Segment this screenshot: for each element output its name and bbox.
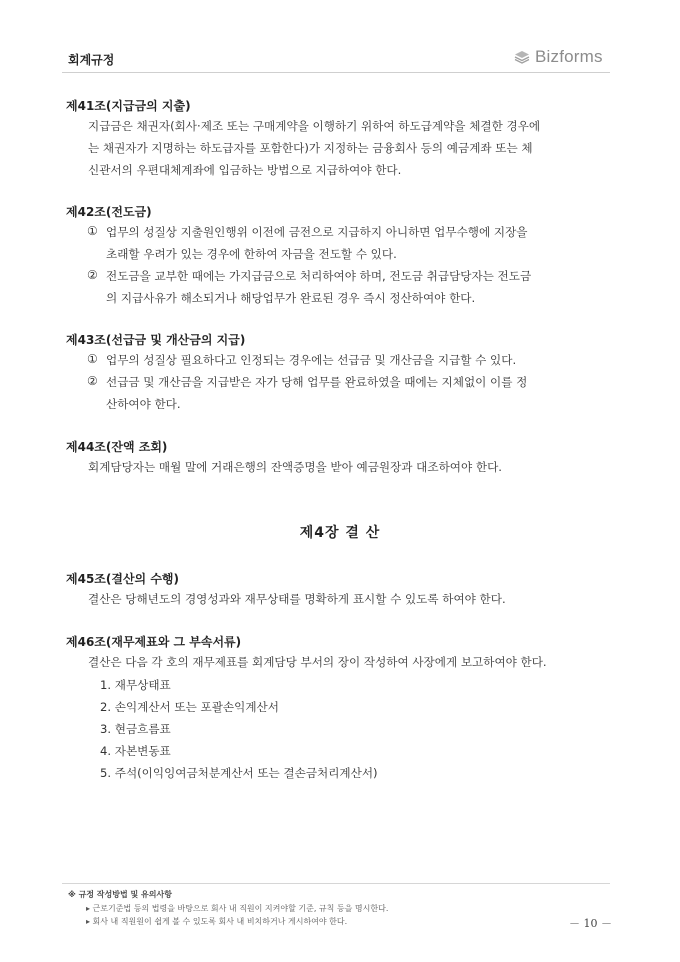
article-43-item-line: 업무의 성질상 필요하다고 인정되는 경우에는 선급금 및 개산금을 지급할 수 있다. (106, 353, 517, 367)
article-42-item-number: ① (87, 224, 98, 238)
brand-logo-text: Bizforms (535, 47, 603, 66)
header-divider (62, 72, 610, 73)
article-46-line: 결산은 다음 각 호의 재무제표를 회계담당 부서의 장이 작성하여 사장에게 보고하여야 한다. (88, 655, 547, 669)
financial-statement-list-item: 2. 손익계산서 또는 포괄손익계산서 (100, 700, 279, 714)
footer-note-title: ※ 규정 작성방법 및 유의사항 (68, 890, 172, 899)
article-44-line: 회계담당자는 매월 말에 거래은행의 잔액증명을 받아 예금원장과 대조하여야 한다. (88, 460, 502, 474)
stacked-layers-icon (514, 49, 530, 65)
article-42-title: 제42조(전도금) (66, 205, 152, 219)
article-42-item-line: 의 지급사유가 해소되거나 해당업무가 완료된 경우 즉시 정산하여야 한다. (106, 291, 476, 305)
financial-statement-list-item: 5. 주석(이익잉여금처분계산서 또는 결손금처리계산서) (100, 766, 378, 780)
article-43-title: 제43조(선급금 및 개산금의 지급) (66, 333, 246, 347)
article-42-item-number: ② (87, 268, 98, 282)
article-44-title: 제44조(잔액 조회) (66, 440, 168, 454)
footer-divider (62, 883, 610, 884)
chapter-title: 제4장 결 산 (299, 525, 381, 541)
article-43-item-line: 선급금 및 개산금을 지급받은 자가 당해 업무를 완료하였을 때에는 지체없이 이를 정 (106, 375, 528, 389)
article-43-item-number: ② (87, 374, 98, 388)
article-41-line: 지급금은 채권자(회사·제조 또는 구매계약을 이행하기 위하여 하도급계약을 체결한 경우에 (88, 119, 541, 133)
article-42-item-line: 전도금을 교부한 때에는 가지급금으로 처리하여야 하며, 전도금 취급담당자는 전도금 (106, 269, 532, 283)
article-41-title: 제41조(지급금의 지출) (66, 99, 191, 113)
footer-note-line: ▸ 회사 내 직원원이 쉽게 볼 수 있도록 회사 내 비치하거나 게시하여야 한다. (86, 917, 348, 926)
article-46-title: 제46조(재무제표와 그 부속서류) (66, 635, 242, 649)
article-45-line: 결산은 당해년도의 경영성과와 재무상태를 명확하게 표시할 수 있도록 하여야 한다. (88, 592, 506, 606)
article-42-item-line: 초래할 우려가 있는 경우에 한하여 자금을 전도할 수 있다. (106, 247, 397, 261)
article-42-item-line: 업무의 성질상 지출원인행위 이전에 금전으로 지급하지 아니하면 업무수행에 지장을 (106, 225, 528, 239)
financial-statement-list-item: 1. 재무상태표 (100, 678, 171, 692)
article-45-title: 제45조(결산의 수행) (66, 572, 179, 586)
article-43-item-number: ① (87, 352, 98, 366)
financial-statement-list-item: 3. 현금흐름표 (100, 722, 171, 736)
financial-statement-list-item: 4. 자본변동표 (100, 744, 171, 758)
document-header-title: 회계규정 (68, 53, 115, 67)
article-41-line: 는 채권자가 지명하는 하도급자를 포함한다)가 지정하는 금융회사 등의 예금계좌 또는 체 (88, 141, 533, 155)
footer-note-line: ▸ 근로기준법 등의 법령을 바탕으로 회사 내 직원이 지켜야할 기준, 규칙 등을 명시한다. (86, 904, 389, 913)
article-41-line: 신관서의 우편대체계좌에 입금하는 방법으로 지급하여야 한다. (88, 163, 402, 177)
brand-logo (514, 46, 603, 68)
article-43-item-line: 산하여야 한다. (106, 397, 181, 411)
page-number: － 10 － (569, 917, 612, 930)
